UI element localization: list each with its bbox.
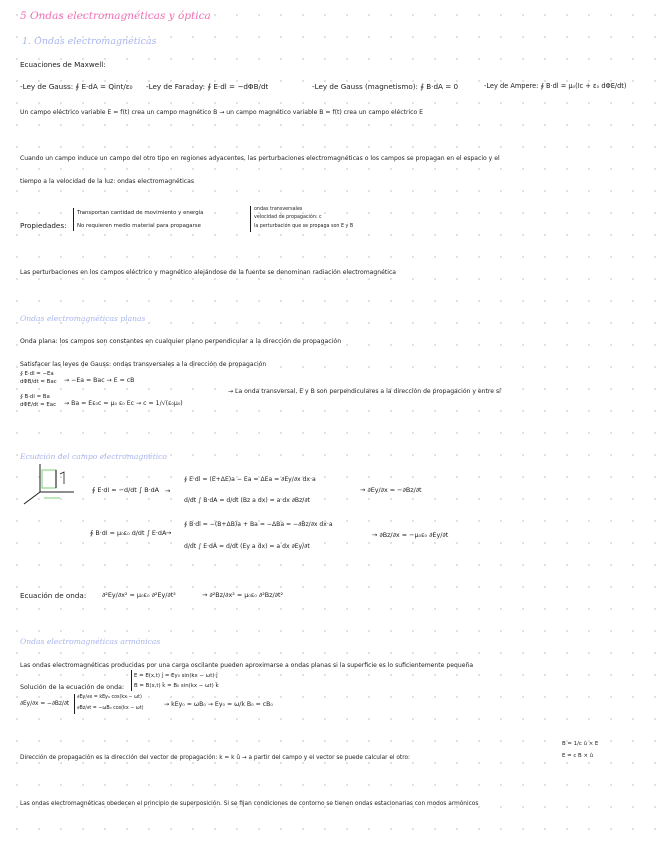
wave-equation-e: ∂²Ey/∂x² = μ₀ε₀ ∂²Ey/∂t² [102, 591, 176, 599]
props-label: Propiedades: [20, 221, 67, 230]
induction-text-2: tiempo a la velocidad de la luz: ondas electromagnéticas [20, 178, 195, 185]
eq-pair1-line: ∮ E·dl = −Ea [20, 371, 54, 377]
derivative-row: ∂Bz/∂t = −ωB₀ cos(kx − ωt) [77, 706, 144, 711]
props-right-item: la perturbación que se propaga son E y B [254, 224, 354, 229]
wave-equation-b: → ∂²Bz/∂x² = μ₀ε₀ ∂²Bz/∂t² [202, 591, 284, 599]
ampere-integral: ∮ B·dl = μ₀ε₀ d/dt ∫ E·dA [90, 529, 167, 537]
arrow-glyph: → [165, 487, 171, 495]
maxwell-ampere: -Ley de Ampere: ∮ B·dl = μ₀(Ic + ε₀ dΦE/dt) [484, 82, 627, 90]
solution-b-field: B = B(x,t) k̂ = B₀ sin(kx − ωt) k̂ [134, 683, 219, 689]
props-right-item: ondas transversales [254, 207, 303, 212]
maxwell-gauss: -Ley de Gauss: ∮ E·dA = Qint/ε₀ [20, 82, 133, 91]
solution-label: Solución de la ecuación de onda: [20, 684, 125, 691]
harmonic-intro: Las ondas electromagnéticas producidas por una carga oscilante pueden aproximarse a ondas planas si la superficie es lo suficientemente pequeña [20, 662, 474, 669]
gauss-transversal-line: Satisfacer las leyes de Gauss: ondas transversales a la dirección de propagación [20, 361, 267, 368]
eq-pair2-line: dΦE/dt = Eac [20, 402, 57, 408]
props-left-item: No requieren medio material para propagarse [77, 223, 201, 229]
induction-text-1: Cuando un campo induce un campo del otro tipo en regiones adyacentes, las perturbaciones electromagnéticas o los campos se propagan en el espacio y el [20, 155, 500, 162]
transversal-note: → La onda transversal, E y B son perpendiculares a la dirección de propagación y entre sí [228, 388, 501, 395]
eq-chain2: → Ba = Eε₀c = μ₀ ε₀ Ec → c = 1/√(ε₀μ₀) [64, 400, 183, 407]
derivative-row: ∂Ey/∂x = kEy₀ cos(kx − ωt) [77, 695, 142, 700]
faraday-flux: d/dt ∫ B·dA = d/dt (Bz a dx) = a dx ∂Bz/∂t [184, 497, 310, 504]
derivative-brace [74, 694, 75, 714]
props-left-brace [73, 208, 74, 231]
props-right-item: velocidad de propagación: c [254, 215, 322, 220]
arrow-glyph: → [166, 529, 172, 537]
eq-chain1: → −Ea = Bac → E = cB [64, 377, 135, 384]
maxwell-title: Ecuaciones de Maxwell: [20, 60, 106, 69]
section-heading: Ecuación del campo electromagnético [20, 452, 167, 461]
section-heading: Ondas electromagnéticas planas [20, 314, 146, 323]
faraday-integral: ∮ E·dl = −d/dt ∫ B·dA [92, 486, 160, 494]
radiation-text: Las perturbaciones en los campos eléctrico y magnético alejándose de la fuente se denominan radiación electromagnética [20, 269, 397, 276]
props-left-item: Transportan cantidad de movimiento y energía [77, 210, 204, 216]
coordinate-axes-sketch-icon [20, 460, 78, 508]
superposition-text: Las ondas electromagnéticas obedecen el principio de superposición. Si se fijan condiciones de contorno se tienen ondas estacionarias con modos armónicos [20, 801, 479, 807]
solution-brace [131, 670, 132, 691]
direction-eq-b: B = 1/c û × E [562, 741, 599, 747]
ampere-flux: d/dt ∫ E·dA = d/dt (Ey a dx) = a dx ∂Ey/∂t [184, 543, 310, 550]
eq-pair1-line: dΦB/dt = Bac [20, 379, 57, 385]
maxwell-gauss-magnetism: -Ley de Gauss (magnetismo): ∮ B·dA = 0 [312, 82, 459, 91]
derivative-left: ∂Ey/∂x = −∂Bz/∂t [20, 701, 70, 707]
page-title: 5 Ondas electromagnéticas y óptica [20, 10, 211, 22]
propagation-direction-text: Dirección de propagación es la dirección del vector de propagación: k = k û → a partir del campo y el vector se puede calcular el otro: [20, 755, 410, 761]
section-heading: 1. Ondas electromagnéticas [22, 36, 157, 47]
ampere-expansion: ∮ B·dl = −(B+ΔB)a + Ba = −ΔBa = −∂Bz/∂x dx·a [184, 521, 333, 528]
plane-wave-definition: Onda plana: los campos son constantes en cualquier plano perpendicular a la dirección de propagación [20, 338, 342, 345]
maxwell-faraday: -Ley de Faraday: ∮ E·dl = −dΦB/dt [146, 82, 269, 91]
props-right-brace [250, 206, 251, 232]
derivative-result: → kEy₀ = ωB₀ → Ey₀ = ω/k B₀ = cB₀ [164, 701, 273, 708]
ampere-result: → ∂Bz/∂x = −μ₀ε₀ ∂Ey/∂t [372, 531, 449, 539]
direction-eq-e: E = c B × û [562, 753, 594, 759]
wave-equation-label: Ecuación de onda: [20, 591, 87, 600]
section-heading: Ondas electromagnéticas armónicas [20, 637, 161, 646]
faraday-result: → ∂Ey/∂x = −∂Bz/∂t [360, 486, 422, 494]
faraday-expansion: ∮ E·dl = (E+ΔE)a − Ea = ΔEa = ∂Ey/∂x dx·a [184, 476, 316, 483]
solution-e-field: E = E(x,t) ĵ = Ey₀ sin(kx − ωt) ĵ [134, 673, 218, 679]
field-sentence: Un campo eléctrico variable E = f(t) crea un campo magnético B → un campo magnético variable B = f(t) crea un campo eléctrico E [20, 109, 424, 116]
eq-pair2-line: ∮ B·dl = Ba [20, 394, 50, 400]
